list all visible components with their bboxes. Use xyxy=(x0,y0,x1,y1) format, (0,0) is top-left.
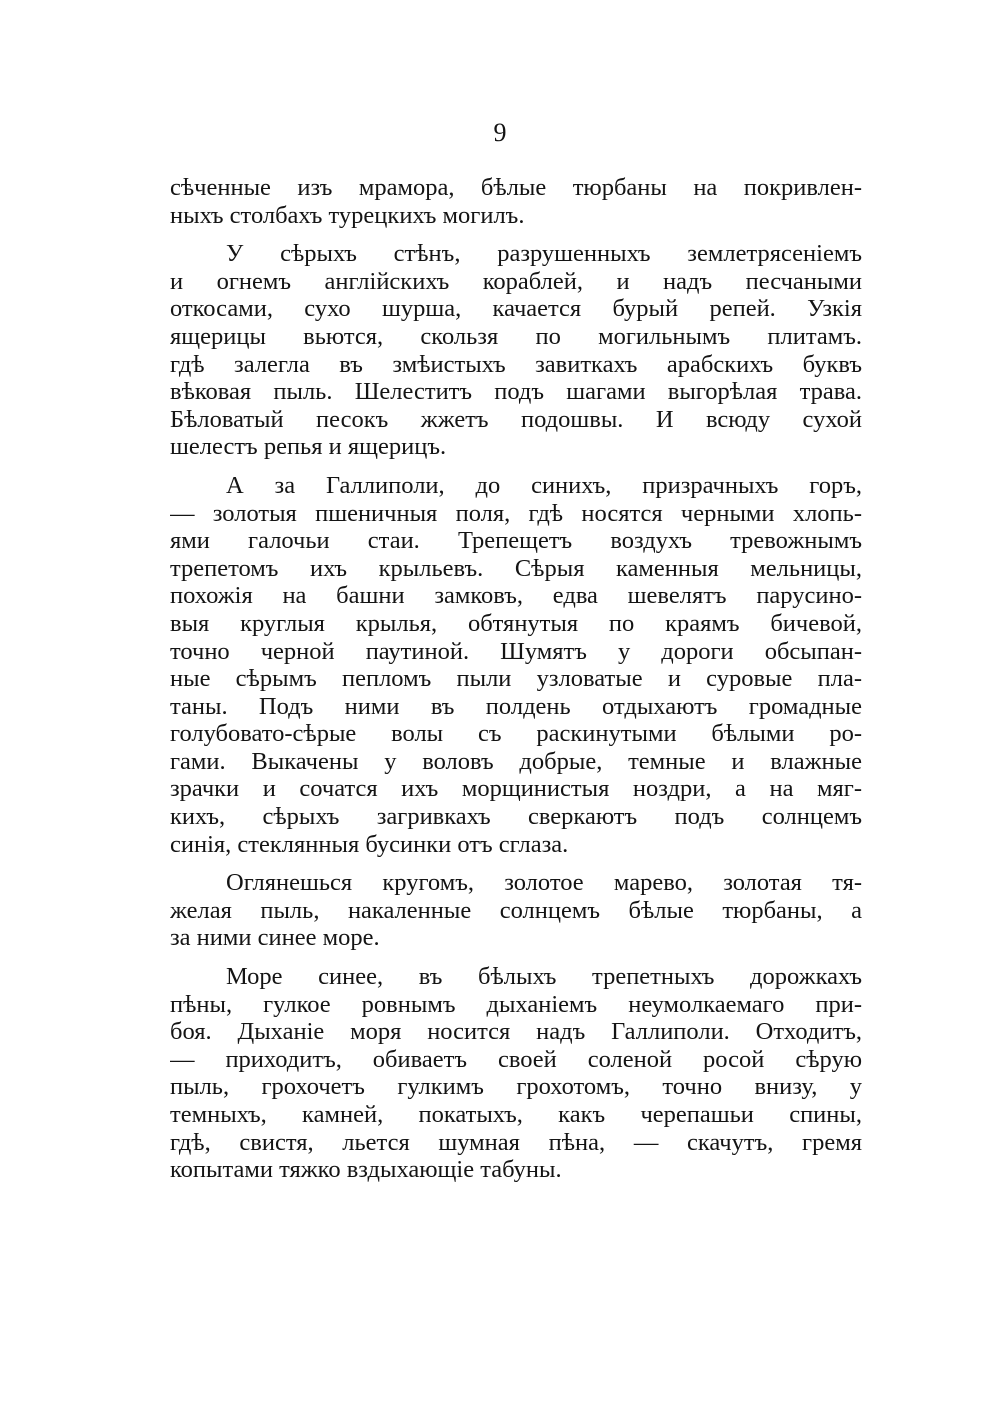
text-line: и огнемъ англійскихъ кораблей, и надъ песчаными xyxy=(170,267,862,295)
text-line: синія, стеклянныя бусинки отъ сглаза. xyxy=(170,830,569,858)
text-line: Бѣловатый песокъ жжетъ подошвы. И всюду сухой xyxy=(170,405,862,433)
text-line: Море синее, въ бѣлыхъ трепетныхъ дорожкахъ xyxy=(226,963,862,991)
text-line: шелестъ репья и ящерицъ. xyxy=(170,433,447,461)
text-line: копытами тяжко вздыхающіе табуны. xyxy=(170,1156,562,1184)
text-line: желая пыль, накаленные солнцемъ бѣлые тюрбаны, а xyxy=(170,896,862,924)
text-line: Оглянешься кругомъ, золотое марево, золотая тя- xyxy=(226,869,862,897)
text-line: трепетомъ ихъ крыльевъ. Сѣрыя каменныя мельницы, xyxy=(170,554,862,582)
text-line: ями галочьи стаи. Трепещетъ воздухъ тревожнымъ xyxy=(170,527,862,555)
text-line: таны. Подъ ними въ полдень отдыхаютъ громадные xyxy=(170,692,862,720)
text-line: А за Галлиполи, до синихъ, призрачныхъ горъ, xyxy=(226,471,862,499)
page-number: 9 xyxy=(493,118,507,147)
paragraph-4 xyxy=(170,869,862,952)
text-line: ныхъ столбахъ турецкихъ могилъ. xyxy=(170,201,525,229)
text-line: гами. Выкачены у воловъ добрые, темные и влажные xyxy=(170,747,862,775)
text-line: зрачки и сочатся ихъ морщинистыя ноздри, а на мяг- xyxy=(170,775,862,803)
paragraph-2 xyxy=(170,240,862,461)
text-line: пѣны, гулкое ровнымъ дыханіемъ неумолкаемаго при- xyxy=(170,990,862,1018)
text-line: точно черной паутиной. Шумятъ у дороги обсыпан- xyxy=(170,637,862,665)
text-line: — приходитъ, обиваетъ своей соленой росой сѣрую xyxy=(170,1045,862,1073)
body-text xyxy=(170,174,862,1184)
text-line: У сѣрыхъ стѣнъ, разрушенныхъ землетрясеніемъ xyxy=(226,240,862,268)
text-line: за ними синее море. xyxy=(170,924,380,952)
text-line: откосами, сухо шурша, качается бурый репей. Узкія xyxy=(170,295,862,323)
text-line: гдѣ, свистя, льется шумная пѣна, — скачутъ, гремя xyxy=(170,1128,862,1156)
text-line: боя. Дыханіе моря носится надъ Галлиполи. Отходитъ, xyxy=(170,1018,862,1046)
text-line: вѣковая пыль. Шелеститъ подъ шагами выгорѣлая трава. xyxy=(170,378,862,406)
paragraph-3 xyxy=(170,472,862,858)
text-line: похожія на башни замковъ, едва шевелятъ парусино- xyxy=(170,582,862,610)
text-line: пыль, грохочетъ гулкимъ грохотомъ, точно внизу, у xyxy=(170,1073,862,1101)
text-line: ящерицы вьются, скользя по могильнымъ плитамъ. xyxy=(170,322,862,350)
text-line: сѣченные изъ мрамора, бѣлые тюрбаны на покривлен- xyxy=(170,174,862,201)
text-line: выя круглыя крылья, обтянутыя по краямъ бичевой, xyxy=(170,609,862,637)
text-line: кихъ, сѣрыхъ загривкахъ сверкаютъ подъ солнцемъ xyxy=(170,803,862,831)
text-line: голубовато-сѣрые волы съ раскинутыми бѣлыми ро- xyxy=(170,720,862,748)
paragraph-5 xyxy=(170,963,862,1184)
text-line: — золотыя пшеничныя поля, гдѣ носятся черными хлопь- xyxy=(170,499,862,527)
paragraph-1 xyxy=(170,174,862,229)
text-line: ные сѣрымъ пепломъ пыли узловатые и суровые пла- xyxy=(170,665,862,693)
text-line: гдѣ залегла въ змѣистыхъ завиткахъ арабскихъ буквъ xyxy=(170,350,862,378)
text-line: темныхъ, камней, покатыхъ, какъ черепашьи спины, xyxy=(170,1101,862,1128)
